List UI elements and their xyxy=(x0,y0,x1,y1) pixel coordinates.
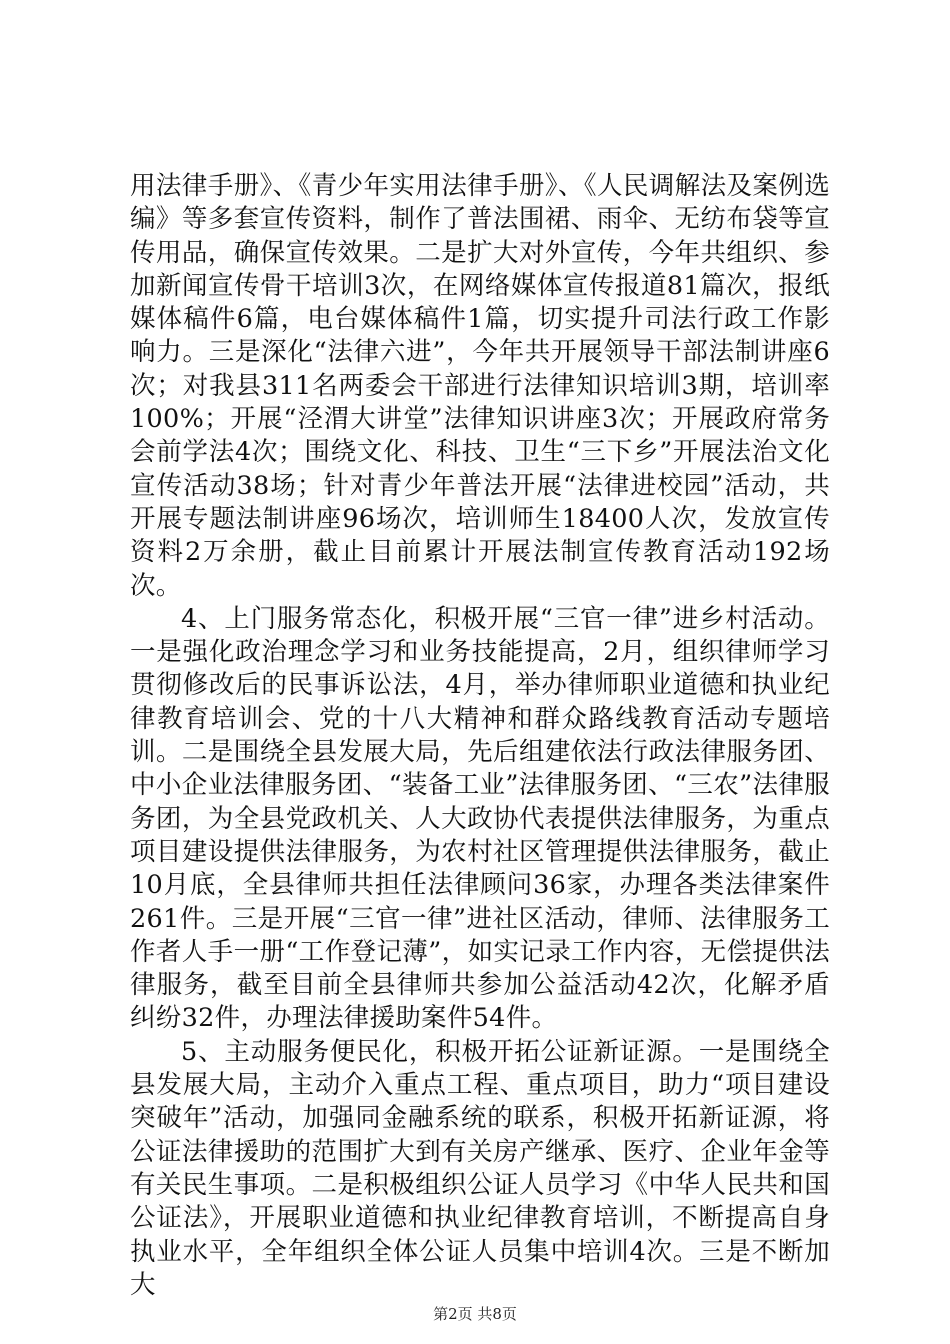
page-number-footer: 第2页 共8页 xyxy=(433,1305,517,1323)
paragraph-item-5: 5、主动服务便民化，积极开拓公证新证源。一是围绕全县发展大局，主动介入重点工程、重点项目，助力“项目建设突破年”活动，加强同金融系统的联系，积极开拓新证源，将公证法律援助的范围扩大到有关房产继承、医疗、企业年金等有关民生事项。二是积极组织公证人员学习《中华人民共和国公证法》，开展职业道德和执业纪律教育培训，不断提高自身执业水平，全年组织全体公证人员集中培训4次。三是不断加大 xyxy=(130,1036,830,1300)
paragraph-continued: 用法律手册》、《青少年实用法律手册》、《人民调解法及案例选编》等多套宣传资料，制作了普法围裙、雨伞、无纺布袋等宣传用品，确保宣传效果。二是扩大对外宣传，今年共组织、参加新闻宣传骨干培训3次，在网络媒体宣传报道81篇次，报纸媒体稿件6篇，电台媒体稿件1篇，切实提升司法行政工作影响力。三是深化“法律六进”，今年共开展领导干部法制讲座6次；对我县311名两委会干部进行法律知识培训3期，培训率100%；开展“泾渭大讲堂”法律知识讲座3次；开展政府常务会前学法4次；围绕文化、科技、卫生“三下乡”开展法治文化宣传活动38场；针对青少年普法开展“法律进校园”活动，共开展专题法制讲座96场次，培训师生18400人次，发放宣传资料2万余册，截止目前累计开展法制宣传教育活动192场次。 xyxy=(130,171,830,601)
paragraph-item-4: 4、上门服务常态化，积极开展“三官一律”进乡村活动。一是强化政治理念学习和业务技能提高，2月，组织律师学习贯彻修改后的民事诉讼法，4月，举办律师职业道德和执业纪律教育培训会、党的十八大精神和群众路线教育活动专题培训。二是围绕全县发展大局，先后组建依法行政法律服务团、中小企业法律服务团、“装备工业”法律服务团、“三农”法律服务团，为全县党政机关、人大政协代表提供法律服务，为重点项目建设提供法律服务，为农村社区管理提供法律服务，截止10月底，全县律师共担任法律顾问36家，办理各类法律案件261件。三是开展“三官一律”进社区活动，律师、法律服务工作者人手一册“工作登记薄”，如实记录工作内容，无偿提供法律服务，截至目前全县律师共参加公益活动42次，化解矛盾纠纷32件，办理法律援助案件54件。 xyxy=(130,603,830,1034)
document-body xyxy=(130,170,830,1302)
